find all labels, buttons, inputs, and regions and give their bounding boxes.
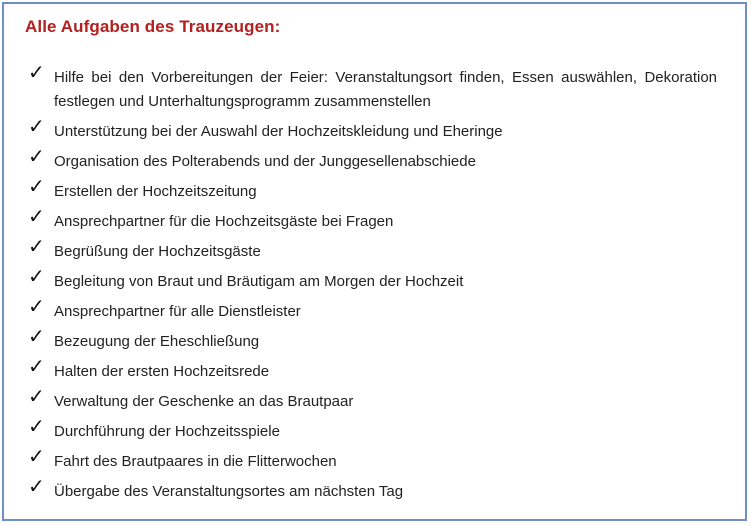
list-item-text: Halten der ersten Hochzeitsrede (54, 363, 270, 380)
checkmark-icon: ✓ (28, 174, 45, 198)
checkmark-icon: ✓ (28, 204, 45, 228)
list-item-text: Erstellen der Hochzeitszeitung (54, 183, 257, 200)
list-item-text: Ansprechpartner für die Hochzeitsgäste bei Fragen (54, 213, 394, 230)
list-item-text: Begleitung von Braut und Bräutigam am Morgen der Hochzeit (54, 273, 464, 290)
list-item-text: Begrüßung der Hochzeitsgäste (54, 243, 261, 260)
list-item-text: Übergabe des Veranstaltungsortes am nächsten Tag (54, 483, 404, 500)
checkmark-icon: ✓ (28, 114, 45, 138)
checkmark-icon: ✓ (28, 474, 45, 498)
list-item-text: Organisation des Polterabends und der Junggesellenabschiede (54, 153, 476, 170)
list-item-text: Verwaltung der Geschenke an das Brautpaar (54, 393, 354, 410)
checkmark-icon: ✓ (28, 384, 45, 408)
checkmark-icon: ✓ (28, 234, 45, 258)
list-item-text: Hilfe bei den Vorbereitungen der Feier: Veranstaltungsort finden, Essen auswählen, Dekoration festlegen und Unterhaltungsprogramm zusammenstellen (54, 69, 717, 110)
checkmark-icon: ✓ (28, 444, 45, 468)
list-item-text: Fahrt des Brautpaares in die Flitterwochen (54, 453, 337, 470)
task-box (2, 2, 747, 521)
checkmark-icon: ✓ (28, 354, 45, 378)
list-item-text: Ansprechpartner für alle Dienstleister (54, 303, 301, 320)
checkmark-icon: ✓ (28, 324, 45, 348)
box-title: Alle Aufgaben des Trauzeugen: (25, 17, 281, 36)
list-item-text: Bezeugung der Eheschließung (54, 333, 260, 350)
checkmark-icon: ✓ (28, 414, 45, 438)
checkmark-icon: ✓ (28, 294, 45, 318)
list-item-text: Durchführung der Hochzeitsspiele (54, 423, 280, 440)
checkmark-icon: ✓ (28, 60, 45, 84)
checkmark-icon: ✓ (28, 144, 45, 168)
checkmark-icon: ✓ (28, 264, 45, 288)
list-item-text: Unterstützung bei der Auswahl der Hochzeitskleidung und Eheringe (54, 123, 503, 140)
